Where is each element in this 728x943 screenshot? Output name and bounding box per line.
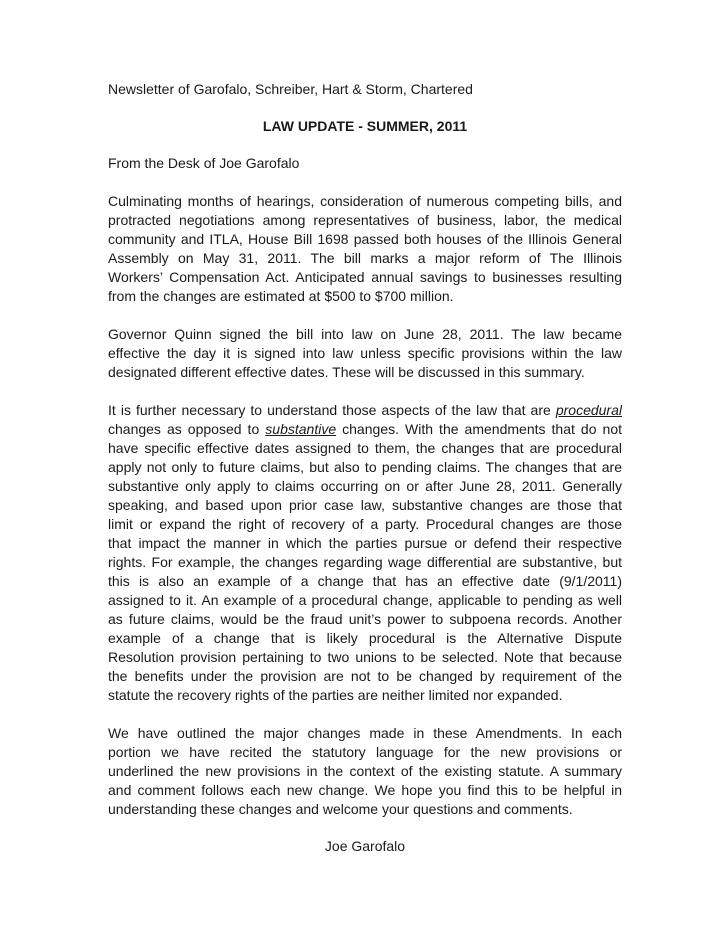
text-line: example of a change that is likely procedural is the Alternative Dispute — [108, 630, 622, 646]
text-line — [108, 401, 622, 420]
text-line: this is also an example of a change that has an effective date (9/1/2011) — [108, 573, 622, 589]
text-line: Workers’ Compensation Act. Anticipated annual savings to businesses resulting — [108, 269, 622, 285]
text-line: limit or expand the right of recovery of a party. Procedural changes are those — [108, 516, 622, 532]
text-line: that impact the manner in which the parties pursue or defend their respective — [108, 535, 622, 551]
text-line: protracted negotiations among representatives of business, labor, the medical — [108, 212, 622, 228]
text-line: have specific effective dates assigned to them, the changes that are procedural — [108, 440, 622, 456]
text-line: speaking, and based upon prior case law, substantive changes are those that — [108, 497, 622, 513]
text-line: Governor Quinn signed the bill into law on June 28, 2011. The law became — [108, 326, 622, 342]
text-line: portion we have recited the statutory language for the new provisions or — [108, 744, 622, 760]
text-line: effective the day it is signed into law unless specific provisions within the law — [108, 345, 622, 361]
text-line: rights. For example, the changes regarding wage differential are substantive, but — [108, 554, 622, 570]
text-line: as future claims, would be the fraud unit’s power to subpoena records. Another — [108, 611, 622, 627]
text-line: from the changes are estimated at $500 to $700 million. — [108, 288, 454, 304]
text-line: Assembly on May 31, 2011. The bill marks a major reform of The Illinois — [108, 250, 622, 266]
text-line: and comment follows each new change. We hope you find this to be helpful in — [108, 782, 622, 798]
text-line: Resolution provision pertaining to two unions to be selected. Note that because — [108, 649, 622, 665]
text-line: understanding these changes and welcome your questions and comments. — [108, 801, 573, 817]
emphasis-substantive: substantive — [265, 421, 337, 437]
text-line: assigned to it. An example of a procedural change, applicable to pending as well — [108, 592, 622, 608]
document-title: LAW UPDATE - SUMMER, 2011 — [262, 118, 468, 134]
text-line: the benefits under the provision are not to be changed by requirement of the — [108, 668, 622, 684]
paragraph-2 — [108, 325, 622, 382]
text-line: community and ITLA, House Bill 1698 passed both houses of the Illinois General — [108, 231, 622, 247]
text-span: changes. With the amendments that do not — [336, 421, 622, 437]
text-span: It is further necessary to understand those aspects of the law that are — [108, 402, 556, 418]
text-line: designated different effective dates. These will be discussed in this summary. — [108, 364, 585, 380]
paragraph-1 — [108, 192, 622, 306]
paragraph-3 — [108, 401, 622, 705]
paragraph-4 — [108, 724, 622, 819]
emphasis-procedural: procedural — [555, 402, 622, 418]
text-line — [108, 420, 622, 439]
newsletter-header: Newsletter of Garofalo, Schreiber, Hart & Storm, Chartered — [108, 81, 473, 97]
text-line: statute the recovery rights of the parties are neither limited nor expanded. — [108, 687, 563, 703]
text-span: changes as opposed to — [108, 421, 266, 437]
text-line: underlined the new provisions in the context of the existing statute. A summary — [108, 763, 622, 779]
text-line: We have outlined the major changes made in these Amendments. In each — [108, 725, 622, 741]
text-line: apply not only to future claims, but also to pending claims. The changes that are — [108, 459, 622, 475]
document-body — [108, 80, 622, 856]
from-desk-line: From the Desk of Joe Garofalo — [108, 155, 300, 171]
signature: Joe Garofalo — [324, 838, 406, 854]
text-line: substantive only apply to claims occurring on or after June 28, 2011. Generally — [108, 478, 622, 494]
text-line: Culminating months of hearings, consideration of numerous competing bills, and — [108, 193, 622, 209]
